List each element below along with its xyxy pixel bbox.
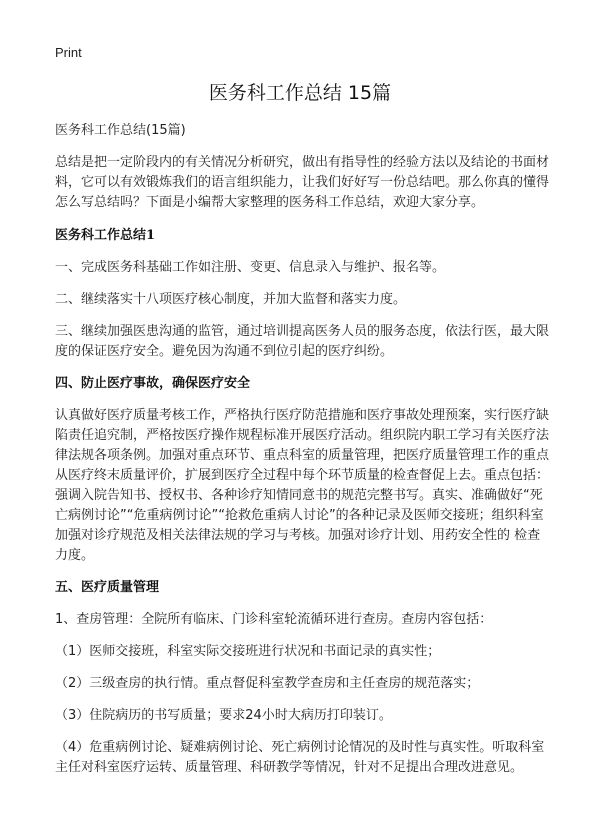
intro-paragraph: 总结是把一定阶段内的有关情况分析研究，做出有指导性的经验方法以及结论的书面材料，它可以有效锻炼我们的语言组织能力，让我们好好写一份总结吧。那么你真的懂得怎么写总结吗？下面是小编帮大家整理的医务科工作总结，欢迎大家分享。 xyxy=(55,155,550,210)
rounds-item-1: （1）医师交接班，科室实际交接班进行状况和书面记录的真实性； xyxy=(55,644,441,659)
section-heading-accident-prevention: 四、防止医疗事故，确保医疗安全 xyxy=(55,376,251,391)
document-subtitle: 医务科工作总结(15篇) xyxy=(55,123,186,138)
print-link[interactable]: Print xyxy=(55,45,82,60)
section-heading-summary-1: 医务科工作总结1 xyxy=(55,228,156,243)
list-item-2: 二、继续落实十八项医疗核心制度，并加大监督和落实力度。 xyxy=(55,292,407,307)
document-body xyxy=(55,121,550,790)
rounds-item-2: （2）三级查房的执行情。重点督促科室教学查房和主任查房的规范落实； xyxy=(55,676,480,691)
section-heading-quality-management: 五、医疗质量管理 xyxy=(55,580,160,595)
accident-prevention-paragraph: 认真做好医疗质量考核工作，严格执行医疗防范措施和医疗事故处理预案，实行医疗缺陷责任追究制，严格按医疗操作规程标准开展医疗活动。组织院内职工学习有关医疗法律法规各项条例。加强对重点环节、重点科室的质量管理，把医疗质量管理工作的重点从医疗终末质量评价，扩展到医疗全过程中每个环节质量的检查督促上去。重点包括：强调入院告知书、授权书、各种诊疗知情同意书的规范完整书写。真实、准确做好“死亡病例讨论”“危重病例讨论”“抢救危重病人讨论”的各种记录及医师交接班；组织科室加强对诊疗规范及相关法律法规的学习与考核。加强对诊疗计划、用药安全性的 检查力度。 xyxy=(55,408,550,563)
page-title: 医务科工作总结 15篇 xyxy=(208,82,392,104)
list-item-3: 三、继续加强医患沟通的监管，通过培训提高医务人员的服务态度，依法行医，最大限度的保证医疗安全。避免因为沟通不到位引起的医疗纠纷。 xyxy=(55,324,550,359)
rounds-intro: 1、查房管理：全院所有临床、门诊科室轮流循环进行查房。查房内容包括： xyxy=(55,612,493,627)
rounds-item-3: （3）住院病历的书写质量；要求24小时大病历打印装订。 xyxy=(55,708,392,723)
list-item-1: 一、完成医务科基础工作如注册、变更、信息录入与维护、报名等。 xyxy=(55,260,446,275)
rounds-item-4: （4）危重病例讨论、疑难病例讨论、死亡病例讨论情况的及时性与真实性。听取科室主任对科室医疗运转、质量管理、科研教学等情况，针对不足提出合理改进意见。 xyxy=(55,740,545,775)
